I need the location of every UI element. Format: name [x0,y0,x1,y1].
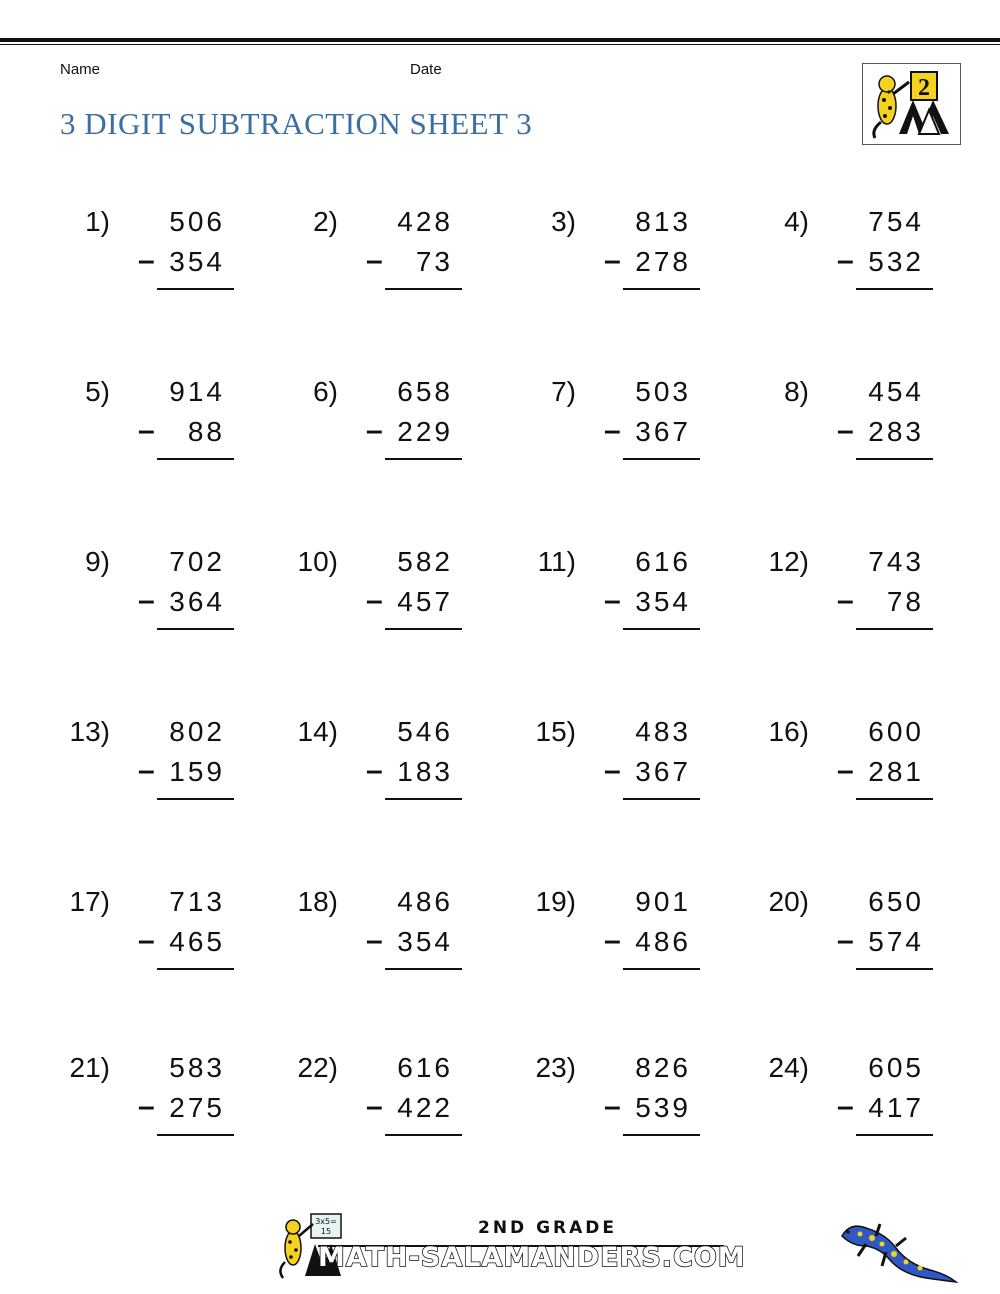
minus-sign: – [366,754,383,787]
problem-item [739,546,939,646]
board-text-2: 15 [320,1227,332,1236]
answer-line [856,628,933,630]
problem-item [268,1052,468,1152]
answer-line [623,968,700,970]
minus-sign: – [366,414,383,447]
minus-sign: – [366,244,383,277]
answer-line [623,288,700,290]
minuend: 650 [868,886,924,917]
answer-line [385,628,462,630]
problem-number: 10) [297,546,338,577]
minus-sign: – [837,244,854,277]
minuend: 743 [868,546,924,577]
subtrahend: 281 [868,756,924,787]
problem-number: 2) [313,206,338,237]
problem-item [506,546,706,646]
subtrahend: 229 [397,416,453,447]
subtrahend: 183 [397,756,453,787]
logo-number: 2 [918,75,930,101]
minus-sign: – [837,584,854,617]
problem-item [40,376,240,476]
answer-line [623,628,700,630]
answer-line [856,798,933,800]
minuend: 754 [868,206,924,237]
answer-line [856,968,933,970]
problem-number: 9) [85,546,110,577]
subtrahend: 78 [886,586,924,617]
answer-line [157,968,234,970]
problem-number: 20) [768,886,809,917]
subtrahend: 354 [397,926,453,957]
subtrahend: 364 [169,586,225,617]
answer-line [385,1134,462,1136]
problem-item [40,206,240,306]
answer-line [856,1134,933,1136]
answer-line [385,968,462,970]
problem-number: 16) [768,716,809,747]
answer-line [157,1134,234,1136]
minuend: 616 [397,1052,453,1083]
problem-number: 17) [69,886,110,917]
subtrahend: 465 [169,926,225,957]
minuend: 826 [635,1052,691,1083]
minus-sign: – [604,754,621,787]
problem-number: 24) [768,1052,809,1083]
problem-item [739,376,939,476]
answer-line [157,798,234,800]
top-rule [0,38,1000,45]
subtrahend: 539 [635,1092,691,1123]
answer-line [157,288,234,290]
date-label: Date [410,61,442,78]
subtrahend: 367 [635,756,691,787]
subtrahend: 486 [635,926,691,957]
minuend: 428 [397,206,453,237]
subtrahend: 283 [868,416,924,447]
board-text-1: 3x5= [315,1217,337,1226]
problem-item [739,886,939,986]
problem-item [739,1052,939,1152]
minus-sign: – [604,1090,621,1123]
minuend: 605 [868,1052,924,1083]
problem-item [268,716,468,816]
answer-line [856,288,933,290]
page-title: 3 DIGIT SUBTRACTION SHEET 3 [60,106,533,141]
problem-number: 18) [297,886,338,917]
minus-sign: – [837,924,854,957]
problem-item [268,886,468,986]
name-label: Name [60,61,101,78]
minuend: 503 [635,376,691,407]
problem-number: 3) [551,206,576,237]
subtrahend: 278 [635,246,691,277]
problem-item [506,886,706,986]
minus-sign: – [138,584,155,617]
minus-sign: – [366,924,383,957]
subtrahend: 275 [169,1092,225,1123]
problem-number: 6) [313,376,338,407]
answer-line [385,288,462,290]
minus-sign: – [837,1090,854,1123]
answer-line [157,628,234,630]
minuend: 813 [635,206,691,237]
blue-salamander-icon [836,1216,960,1288]
logo [862,63,961,145]
answer-line [385,458,462,460]
minuend: 914 [169,376,225,407]
problem-item [268,376,468,476]
minuend: 702 [169,546,225,577]
minus-sign: – [138,754,155,787]
problem-number: 21) [69,1052,110,1083]
problem-item [268,206,468,306]
problem-item [506,206,706,306]
subtrahend: 354 [635,586,691,617]
problem-item [506,716,706,816]
subtrahend: 88 [187,416,225,447]
answer-line [623,798,700,800]
subtrahend: 532 [868,246,924,277]
minus-sign: – [604,584,621,617]
minus-sign: – [837,414,854,447]
minuend: 583 [169,1052,225,1083]
minuend: 486 [397,886,453,917]
problem-number: 5) [85,376,110,407]
subtrahend: 417 [868,1092,924,1123]
problem-number: 11) [537,546,576,577]
minuend: 506 [169,206,225,237]
minus-sign: – [604,924,621,957]
minus-sign: – [138,924,155,957]
subtrahend: 354 [169,246,225,277]
problem-item [268,546,468,646]
problem-item [739,716,939,816]
problem-item [40,1052,240,1152]
problem-number: 12) [768,546,809,577]
minus-sign: – [138,1090,155,1123]
minus-sign: – [138,244,155,277]
problem-item [506,1052,706,1152]
problem-number: 1) [85,206,110,237]
minuend: 802 [169,716,225,747]
problem-item [40,716,240,816]
minus-sign: – [366,584,383,617]
minuend: 454 [868,376,924,407]
minus-sign: – [366,1090,383,1123]
answer-line [157,458,234,460]
answer-line [385,798,462,800]
problem-number: 15) [535,716,576,747]
problem-number: 7) [551,376,576,407]
problem-number: 8) [784,376,809,407]
minuend: 616 [635,546,691,577]
minus-sign: – [604,244,621,277]
minuend: 483 [635,716,691,747]
problem-number: 22) [297,1052,338,1083]
salamander-logo-icon [863,64,959,143]
footer-site-text: MATH-SALAMANDERS.COM [318,1242,746,1273]
answer-line [856,458,933,460]
problem-number: 19) [535,886,576,917]
minuend: 901 [635,886,691,917]
subtrahend: 457 [397,586,453,617]
minuend: 713 [169,886,225,917]
subtrahend: 367 [635,416,691,447]
minus-sign: – [604,414,621,447]
subtrahend: 574 [868,926,924,957]
subtrahend: 159 [169,756,225,787]
problem-item [506,376,706,476]
problem-item [40,886,240,986]
problem-number: 4) [784,206,809,237]
problem-number: 23) [535,1052,576,1083]
minuend: 546 [397,716,453,747]
subtrahend: 73 [415,246,453,277]
answer-line [623,458,700,460]
answer-line [623,1134,700,1136]
problem-number: 14) [297,716,338,747]
minus-sign: – [837,754,854,787]
minuend: 658 [397,376,453,407]
problem-number: 13) [69,716,110,747]
footer-grade-text: 2ND GRADE [478,1218,618,1238]
problem-item [739,206,939,306]
subtrahend: 422 [397,1092,453,1123]
minuend: 582 [397,546,453,577]
minus-sign: – [138,414,155,447]
minuend: 600 [868,716,924,747]
problem-item [40,546,240,646]
